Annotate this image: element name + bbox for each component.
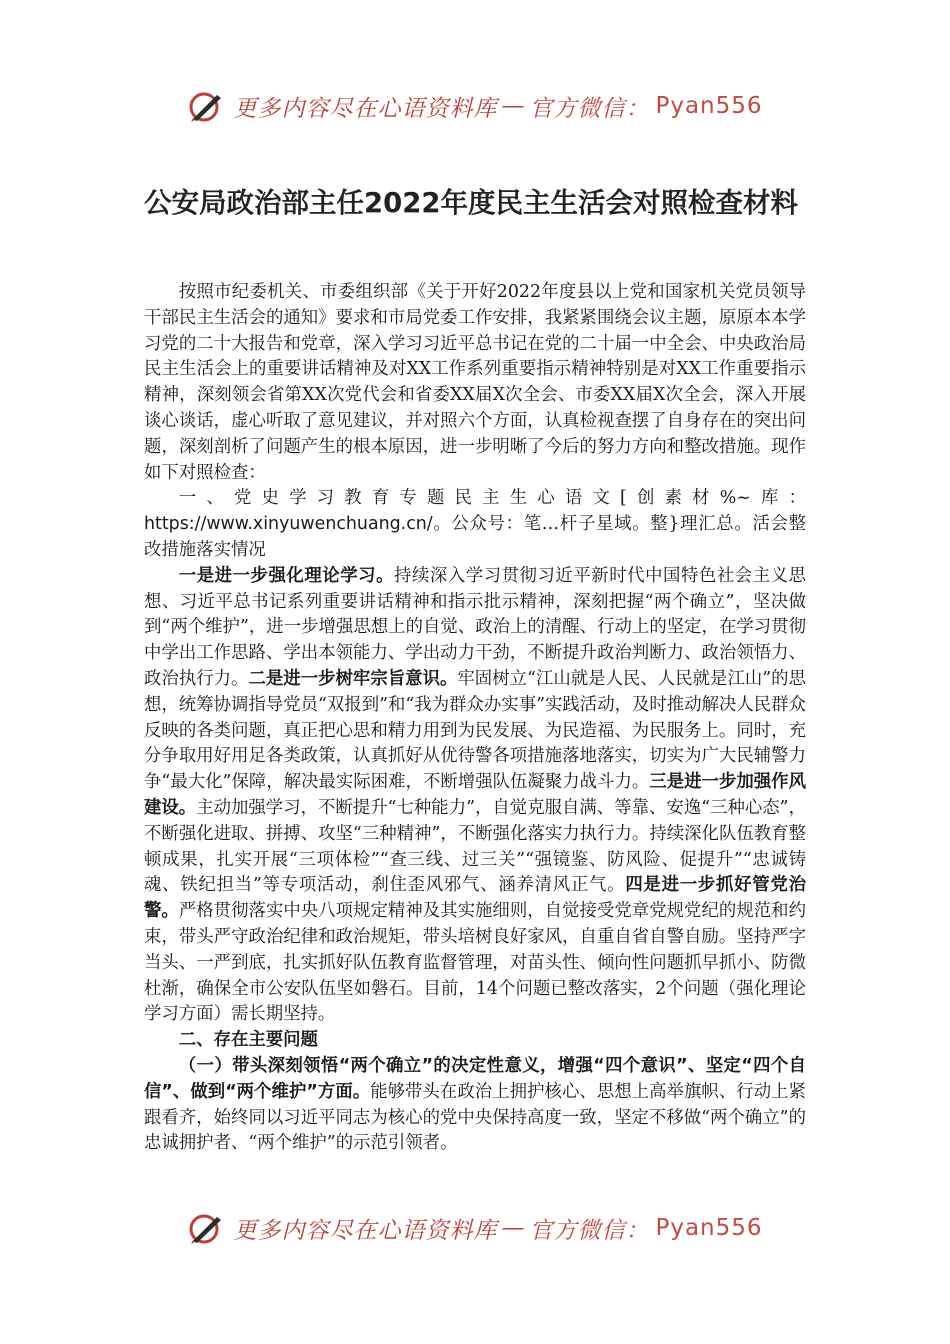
document-title: 公安局政治部主任2022年度民主生活会对照检查材料: [144, 187, 799, 219]
point-2-text: 牢固树立“江山就是人民、人民就是江山”的思想，统筹协调指导党员“双报到”和“我为群众办实事”实践活动，及时推动解决人民群众反映的各类问题，真正把心思和精力用到为民发展、为民造福、为民服务上。同时，充分争取用好用足各类政策，认真抓好从优待警各项措施落地落实，切实为广大民辅警力争“最大化”保障，解决最实际困难，不断增强队伍凝聚力战斗力。: [144, 668, 806, 793]
point-2-heading: 二是进一步树牢宗旨意识。: [248, 668, 458, 689]
watermark-wechat-id: Pyan556: [655, 93, 763, 119]
intro-paragraph: 按照市纪委机关、市委组织部《关于开好2022年度县以上党和国家机关党员领导干部民主生活会的通知》要求和市局党委工作安排，我紧紧围绕会议主题，原原本本学习党的二十大报告和党章，深入学习习近平总书记在党的二十届一中全会、中央政治局民主生活会上的重要讲话精神及对XX工作系列重要指示精神特别是对XX工作重要指示精神，深刻领会省第XX次党代会和省委XX届X次全会、市委XX届X次全会，深入开展谈心谈话，虚心听取了意见建议，并对照六个方面，认真检视查摆了自身存在的突出问题，深刻剖析了问题产生的根本原因，进一步明晰了今后的努力方向和整改措施。现作如下对照检查：: [144, 282, 806, 483]
point-1-heading: 一是进一步强化理论学习。: [178, 565, 395, 586]
watermark-wechat-id: Pyan556: [655, 1215, 763, 1241]
watermark-dash: —: [501, 1215, 526, 1241]
point-3-heading: 三是进一步加强作风建设。: [144, 772, 806, 818]
section-1-url: https://www.xinyuwenchuang.cn/: [144, 514, 433, 535]
section-1-heading-a: 一、党史学习教育专题民主生心语文[创素材%~库：: [178, 488, 806, 509]
document-body: [144, 280, 806, 1157]
subsection-1-heading: （一）带头深刻领悟“两个确立”的决定性意义，增强“四个意识”、坚定“四个自信”、做到“两个维护”方面。: [144, 1055, 806, 1102]
section-2-heading-text: 二、存在主要问题: [178, 1030, 318, 1051]
watermark-wechat-label: 官方微信：: [529, 1217, 650, 1244]
section-2-heading: [144, 1028, 806, 1054]
watermark-text: 更多内容尽在心语资料库: [233, 1217, 498, 1244]
pen-logo-icon: [187, 89, 227, 123]
point-4-text: 严格贯彻落实中央八项规定精神及其实施细则，自觉接受党章党规党纪的规范和约束，带头严守政治纪律和政治规矩，带头培树良好家风，自重自省自警自励。坚持严字当头、一严到底，扎实抓好队伍教育监督管理，对苗头性、倾向性问题抓早抓小、防微杜渐，确保全市公安队伍坚如磐石。目前，14个问题已整改落实，2个问题（强化理论学习方面）需长期坚持。: [144, 901, 806, 1025]
section-2-paragraph: [144, 1054, 806, 1157]
point-4-heading: 四是进一步抓好管党治警。: [144, 875, 806, 922]
section-1-heading-c: 。公众号：笔…杆子星域。整}理汇总。活会整改措施落实情况: [144, 514, 806, 560]
watermark-banner-bottom: [0, 1208, 950, 1248]
subsection-1-text: 能够带头在政治上拥护核心、思想上高举旗帜、行动上紧跟看齐，始终同以习近平同志为核心的党中央保持高度一致，坚定不移做“两个确立”的忠诚拥护者、“两个维护”的示范引领者。: [144, 1081, 806, 1154]
point-3-text: 主动加强学习，不断提升“七种能力”，自觉克服自满、等靠、安逸“三种心态”，不断强化进取、拼搏、攻坚“三种精神”，不断强化落实力执行力。持续深化队伍教育整顿成果，扎实开展“三项体检”“查三线、过三关”“强镜鉴、防风险、促提升”“忠诚铸魂、铁纪担当”等专项活动，刹住歪风邪气、涵养清风正气。: [144, 797, 806, 896]
watermark-text: 更多内容尽在心语资料库: [233, 95, 498, 122]
watermark-wechat-label: 官方微信：: [529, 95, 650, 122]
section-1-heading: [144, 486, 806, 563]
point-1-text: 持续深入学习贯彻习近平新时代中国特色社会主义思想、习近平总书记系列重要讲话精神和指示批示精神，深刻把握“两个确立”，坚决做到“两个维护”，进一步增强思想上的自觉、政治上的清醒、行动上的坚定，在学习贯彻中学出工作思路、学出本领能力、学出动力干劲，不断提升政治判断力、政治领悟力、政治执行力。: [144, 565, 806, 689]
pen-logo-icon: [187, 1211, 227, 1245]
section-1-paragraph: [144, 564, 806, 1028]
watermark-banner-top: [0, 86, 950, 126]
watermark-dash: —: [501, 93, 526, 119]
